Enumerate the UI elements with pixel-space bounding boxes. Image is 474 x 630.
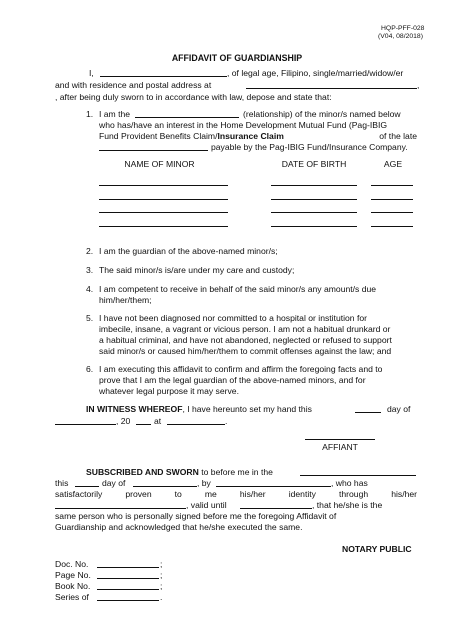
notary-place-field[interactable] [300,475,416,476]
address-field[interactable] [246,88,417,89]
minor-age-field-2[interactable] [371,199,413,200]
affiant-label: AFFIANT [322,442,358,452]
doc-no-suffix: ; [160,559,163,569]
item6-line1: I am executing this affidavit to confirm and affirm the foregoing facts and to [99,364,383,374]
sub-line3-word: identity [288,489,316,499]
item5-line2: imbecile, insane, a vagrant or vicious person. I am not a habitual drunkard or [99,324,391,334]
intro-line3: , after being duly sworn to in accordance with law, depose and state that: [55,92,332,102]
page-no-field[interactable] [97,578,159,579]
sub-line3-word: proven [125,489,152,499]
page-no-label: Page No. [55,570,91,580]
witness-day-of: day of [387,404,411,414]
item3-text: The said minor/s is/are under my care and custody; [99,265,295,275]
sub-line3-word: to [174,489,182,499]
form-code: HQP-PFF-028 [381,25,425,32]
item5-line4: said minor/s or caused him/her/them to commit offenses against the law; and [99,346,392,356]
sub-line3-word: me [204,489,217,499]
item6-line3: whatever legal purpose it may serve. [99,386,239,396]
minor-name-field-1[interactable] [99,185,228,186]
page-no-suffix: ; [160,570,163,580]
item6-number: 6. [86,364,94,374]
sub-line3 [55,489,417,500]
series-of-suffix: . [160,592,163,602]
minor-name-field-3[interactable] [99,212,228,213]
item1-line4: payable by the Pag-IBIG Fund/Insurance Company. [211,142,408,152]
sub-line3-word: through [339,489,369,499]
item1-line3 [99,131,417,142]
deceased-member-field[interactable] [99,150,208,151]
document-title: AFFIDAVIT OF GUARDIANSHIP [171,53,303,63]
form-version: (V04, 08/2018) [378,33,423,40]
witness-place-field[interactable] [167,424,225,425]
sub-line3-word: his/her [391,489,417,499]
intro-line2: and with residence and postal address at [55,80,212,90]
subscribed-line1-rest: to before me in the [201,467,273,477]
minor-dob-field-2[interactable] [271,199,357,200]
item4-number: 4. [86,284,94,294]
intro-line2-comma: , [417,80,420,90]
item1-line1b: (relationship) of the minor/s named below [243,109,401,119]
item2-number: 2. [86,246,94,256]
notary-day-field[interactable] [75,486,99,487]
witness-bold: IN WITNESS WHEREOF [86,404,183,414]
col-header-age: AGE [383,159,403,169]
item1-line2: who has/have an interest in the Home Development Mutual Fund (Pag-IBIG [99,120,388,130]
book-no-suffix: ; [160,581,163,591]
intro-i-label: I, [89,68,94,78]
item4-line2: him/her/them; [99,295,152,305]
witness-month-field[interactable] [55,424,116,425]
item1-line3a: Fund Provident Benefits Claim/ [99,131,218,141]
sub-line3-word: his/her [239,489,266,499]
sub-line4-rest: , that he/she is the [312,500,383,510]
col-header-dob: DATE OF BIRTH [281,159,347,169]
book-no-label: Book No. [55,581,91,591]
item1-line1a: I am the [99,109,131,119]
notary-month-field[interactable] [133,486,197,487]
witness-at: at [154,416,162,426]
insurance-claim-text: Insurance Claim [217,131,284,141]
minor-dob-field-1[interactable] [271,185,357,186]
witness-line1 [86,404,312,415]
id-type-field[interactable] [55,508,186,509]
item4-line1: I am competent to receive in behalf of the said minor/s any amount/s due [99,284,377,294]
sub-line5: same person who is personally signed before me the foregoing Affidavit of [55,511,337,521]
book-no-field[interactable] [97,589,159,590]
sub-by: , by [197,478,211,488]
witness-year-prefix: , 20 [116,416,131,426]
sub-this: this [55,478,69,488]
id-validity-field[interactable] [240,508,312,509]
sub-line6: Guardianship and acknowledged that he/she executed the same. [55,522,303,532]
series-of-label: Series of [55,592,89,602]
witness-day-field[interactable] [355,412,381,413]
minor-age-field-3[interactable] [371,212,413,213]
subscribed-bold: SUBSCRIBED AND SWORN [86,467,199,477]
item1-line3c: of the late [379,131,417,141]
affiant-signature-line[interactable] [305,439,375,440]
affiant-name-field[interactable] [100,76,227,77]
item1-number: 1. [86,109,94,119]
minor-age-field-1[interactable] [371,185,413,186]
series-of-field[interactable] [97,600,159,601]
witness-line1-rest: , I have hereunto set my hand this [182,404,312,414]
doc-no-label: Doc. No. [55,559,89,569]
witness-period: . [225,416,228,426]
minor-dob-field-3[interactable] [271,212,357,213]
item5-line1: I have not been diagnosed nor committed to a hospital or institution for [99,313,368,323]
sub-valid-until: , valid until [186,500,227,510]
subscribed-line1 [86,467,273,478]
doc-no-field[interactable] [97,567,159,568]
item2-text: I am the guardian of the above-named minor/s; [99,246,278,256]
relationship-field[interactable] [135,117,239,118]
minor-dob-field-4[interactable] [271,226,357,227]
item5-number: 5. [86,313,94,323]
intro-line1-rest: , of legal age, Filipino, single/married/widow/er [227,68,404,78]
minor-age-field-4[interactable] [371,226,413,227]
sub-day-of: day of [102,478,126,488]
item5-line3: a habitual criminal, and have not abandoned, neglected or refused to support [99,335,392,345]
notary-public-label: NOTARY PUBLIC [342,544,412,554]
minor-name-field-2[interactable] [99,199,228,200]
minor-name-field-4[interactable] [99,226,228,227]
sub-line3-word: satisfactorily [55,489,103,499]
witness-year-field[interactable] [136,424,151,425]
item3-number: 3. [86,265,94,275]
item6-line2: prove that I am the legal guardian of the above-named minors, and for [99,375,366,385]
notary-affiant-field[interactable] [216,486,331,487]
col-header-name: NAME OF MINOR [124,159,195,169]
sub-who-has: , who has [331,478,368,488]
